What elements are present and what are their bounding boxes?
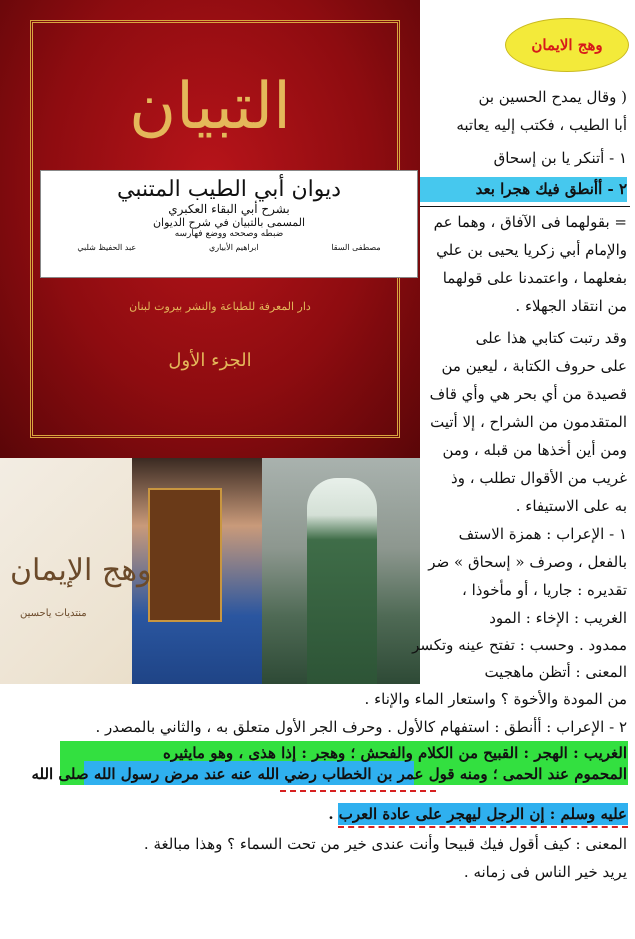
- dashed-underline: [338, 826, 628, 828]
- text-line: الغريب : الإخاء : المود: [489, 609, 627, 627]
- robed-figure-photo: [262, 458, 420, 684]
- photo-caption: وهج الإيمان: [10, 553, 152, 588]
- text-line: المعنى : كيف أقول فيك قبيحا وأنت عندى خير من تحت السماء ؟ وهذا مبالغة .: [143, 835, 627, 853]
- text-line: من انتقاد الجهلاء .: [515, 297, 627, 315]
- plate-editors: [41, 243, 417, 252]
- text-line: على حروف الكتابة ، ليعين من: [441, 357, 627, 375]
- cover-publisher: دار المعرفة للطباعة والنشر بيروت لبنان: [129, 300, 311, 313]
- robed-figure: [307, 478, 377, 684]
- text-line: يريد خير الناس فى زمانه .: [463, 863, 627, 881]
- text-line: ١ - الإعراب : همزة الاستف: [458, 525, 627, 543]
- text-line: بفعلهما ، واعتمدنا على قولهما: [442, 269, 627, 287]
- text-line: بالفعل ، وصرف « إسحاق » ضر: [428, 553, 627, 571]
- text-line: عليه وسلم : إن الرجل ليهجر على عادة العرب .: [328, 805, 627, 823]
- text-line: أبا الطيب ، فكتب إليه يعاتبه: [456, 116, 627, 134]
- cover-volume: الجزء الأول: [168, 350, 252, 371]
- plate-line4: ضبطه وصححه ووضع فهارسه: [174, 229, 284, 239]
- text-line: المحموم عند الحمى ؛ ومنه قول عمر بن الخطاب رضي الله عنه عند مرض رسول الله صلى الله: [31, 765, 627, 783]
- text-line: = بقولهما فى الآفاق ، وهما عم: [433, 213, 627, 231]
- dashed-underline: [280, 790, 436, 792]
- quran-book: [148, 488, 222, 622]
- text-line: والإمام أبي زكريا يحيى بن علي: [436, 241, 627, 259]
- reading-boy-photo: [0, 458, 262, 684]
- text-line: ممدود . وحسب : تفتح عينه وتكسر: [412, 636, 627, 654]
- text-line: من المودة والأخوة ؟ واستعار الماء والإناء .: [364, 690, 627, 708]
- text-line: ٢ - الإعراب : أأنطق : استفهام كالأول . وحرف الجر الأول متعلق به ، والثاني بالمصدر .: [95, 718, 627, 736]
- cover-title: التبيان: [129, 70, 291, 144]
- plate-title: ديوان أبي الطيب المتنبي: [117, 177, 341, 202]
- divider-rule: [420, 206, 630, 207]
- text-line: المعنى : أتظن ماهجيت: [484, 663, 627, 681]
- book-title-plate: [40, 170, 418, 278]
- text-line: ( وقال يمدح الحسين بن: [478, 88, 627, 106]
- text-line: المتقدمون من الشراح ، إلا أتيت: [430, 413, 627, 431]
- text-line: به على الاستيفاء .: [515, 497, 627, 515]
- text-line: ومن أين أخذها من قبله ، ومن: [442, 441, 627, 459]
- plate-editor: عبد الحفيظ شلبي: [77, 243, 137, 252]
- text-line: تقديره : جاريا ، أو مأخوذا ،: [461, 581, 627, 599]
- plate-line3: المسمى بالتبيان في شرح الديوان: [152, 216, 306, 229]
- text-line: الغريب : الهجر : القبيح من الكلام والفحش ؛ وهجر : إذا هذى ، وهو مايثيره: [163, 744, 627, 762]
- text-line: وقد رتبت كتابي هذا على: [475, 329, 627, 347]
- plate-subtitle: بشرح أبي البقاء العكبري: [168, 202, 290, 216]
- photo-subcaption: منتديات ياحسين: [20, 608, 87, 619]
- plate-editor: مصطفى السقا: [331, 243, 381, 252]
- site-badge: وهج الايمان: [505, 18, 629, 72]
- text-line: قصيدة من أي بحر هي وأي قاف: [429, 385, 627, 403]
- text-line: غريب من الأقوال تطلب ، وذ: [451, 469, 627, 487]
- text-line: ١ - أتنكر يا بن إسحاق: [493, 149, 627, 167]
- plate-editor: ابراهيم الأبياري: [208, 243, 259, 252]
- text-line: ٢ - أأنطق فيك هجرا بعد: [475, 180, 627, 198]
